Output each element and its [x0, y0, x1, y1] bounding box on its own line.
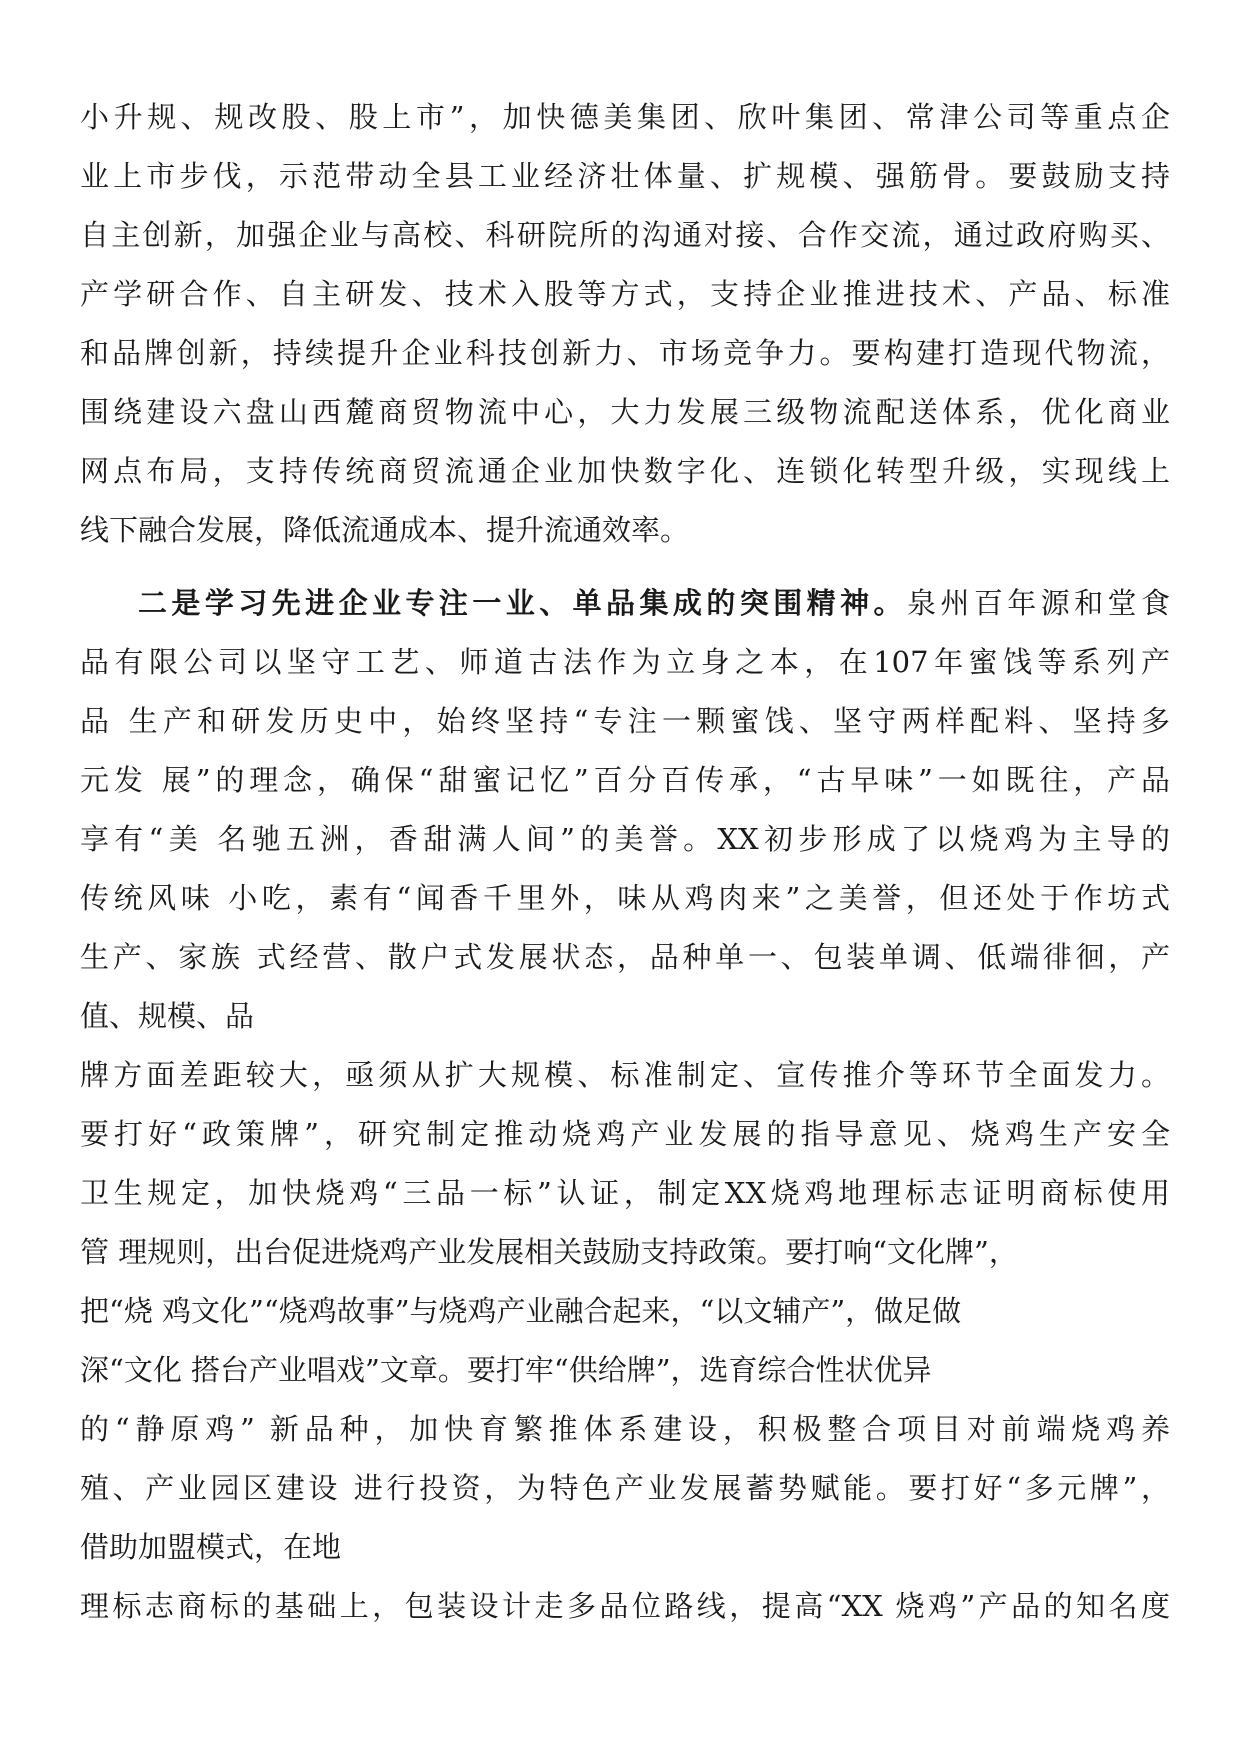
- text-line: 的“静原鸡” 新品种，加快育繁推体系建设，积极整合项目对前端烧鸡养: [80, 1412, 1170, 1446]
- text-line: 生产、家族 式经营、散户式发展状态，品种单一、包装单调、低端徘徊，产: [80, 940, 1170, 974]
- text-line: 把“烧 鸡文化”“烧鸡故事”与烧鸡产业融合起来，“以文辅产”，做足做: [80, 1294, 962, 1328]
- text-line: 产学研合作、自主研发、技术入股等方式，支持企业推进技术、产品、标准: [80, 277, 1170, 311]
- section-heading: 二是学习先进企业专注一业、单品集成的突围精神。: [138, 586, 907, 620]
- text-line: 网点布局，支持传统商贸流通企业加快数字化、连锁化转型升级，实现线上: [80, 454, 1170, 488]
- text-line: 元发 展”的理念，确保“甜蜜记忆”百分百传承，“古早味”一如既往，产品: [80, 763, 1170, 797]
- text-line: 线下融合发展，降低流通成本、提升流通效率。: [80, 513, 690, 547]
- text-line: 自主创新，加强企业与高校、科研院所的沟通对接、合作交流，通过政府购买、: [80, 218, 1170, 252]
- text-line: 殖、产业园区建设 进行投资，为特色产业发展蓄势赋能。要打好“多元牌”，: [80, 1471, 1170, 1505]
- text-line: 卫生规定，加快烧鸡“三品一标”认证，制定XX烧鸡地理标志证明商标使用: [80, 1176, 1170, 1210]
- text-line: 品 生产和研发历史中，始终坚持“专注一颗蜜饯、坚守两样配料、坚持多: [80, 704, 1170, 738]
- text-line: 牌方面差距较大，亟须从扩大规模、标准制定、宣传推介等环节全面发力。: [80, 1058, 1170, 1092]
- heading-continuation: 泉州百年源和堂食: [906, 586, 1170, 620]
- text-line: 借助加盟模式，在地: [80, 1530, 342, 1564]
- text-line: 理标志商标的基础上，包装设计走多品位路线，提高“XX 烧鸡”产品的知名度: [80, 1589, 1170, 1623]
- text-line: 享有“美 名驰五洲，香甜满人间”的美誉。XX初步形成了以烧鸡为主导的: [80, 822, 1170, 856]
- text-line: 业上市步伐，示范带动全县工业经济壮体量、扩规模、强筋骨。要鼓励支持: [80, 159, 1170, 193]
- text-line: 品有限公司以坚守工艺、师道古法作为立身之本，在107年蜜饯等系列产: [80, 645, 1170, 679]
- text-line: 和品牌创新，持续提升企业科技创新力、市场竞争力。要构建打造现代物流，: [80, 336, 1170, 370]
- paragraph-first-line: [80, 574, 1170, 633]
- text-line: 深“文化 搭台产业唱戏”文章。要打牢“供给牌”，选育综合性状优异: [80, 1353, 932, 1387]
- text-line: 围绕建设六盘山西麓商贸物流中心，大力发展三级物流配送体系，优化商业: [80, 395, 1170, 429]
- text-line: 管 理规则，出台促进烧鸡产业发展相关鼓励支持政策。要打响“文化牌”，: [80, 1235, 1018, 1269]
- text-line: 要打好“政策牌”，研究制定推动烧鸡产业发展的指导意见、烧鸡生产安全: [80, 1117, 1170, 1151]
- paragraph-gap: [80, 560, 1170, 574]
- text-line: 传统风味 小吃，素有“闻香千里外，味从鸡肉来”之美誉，但还处于作坊式: [80, 881, 1170, 915]
- text-line: 小升规、规改股、股上市”，加快德美集团、欣叶集团、常津公司等重点企: [80, 100, 1170, 134]
- document-page: [80, 88, 1170, 1636]
- text-line: 值、规模、品: [80, 999, 255, 1033]
